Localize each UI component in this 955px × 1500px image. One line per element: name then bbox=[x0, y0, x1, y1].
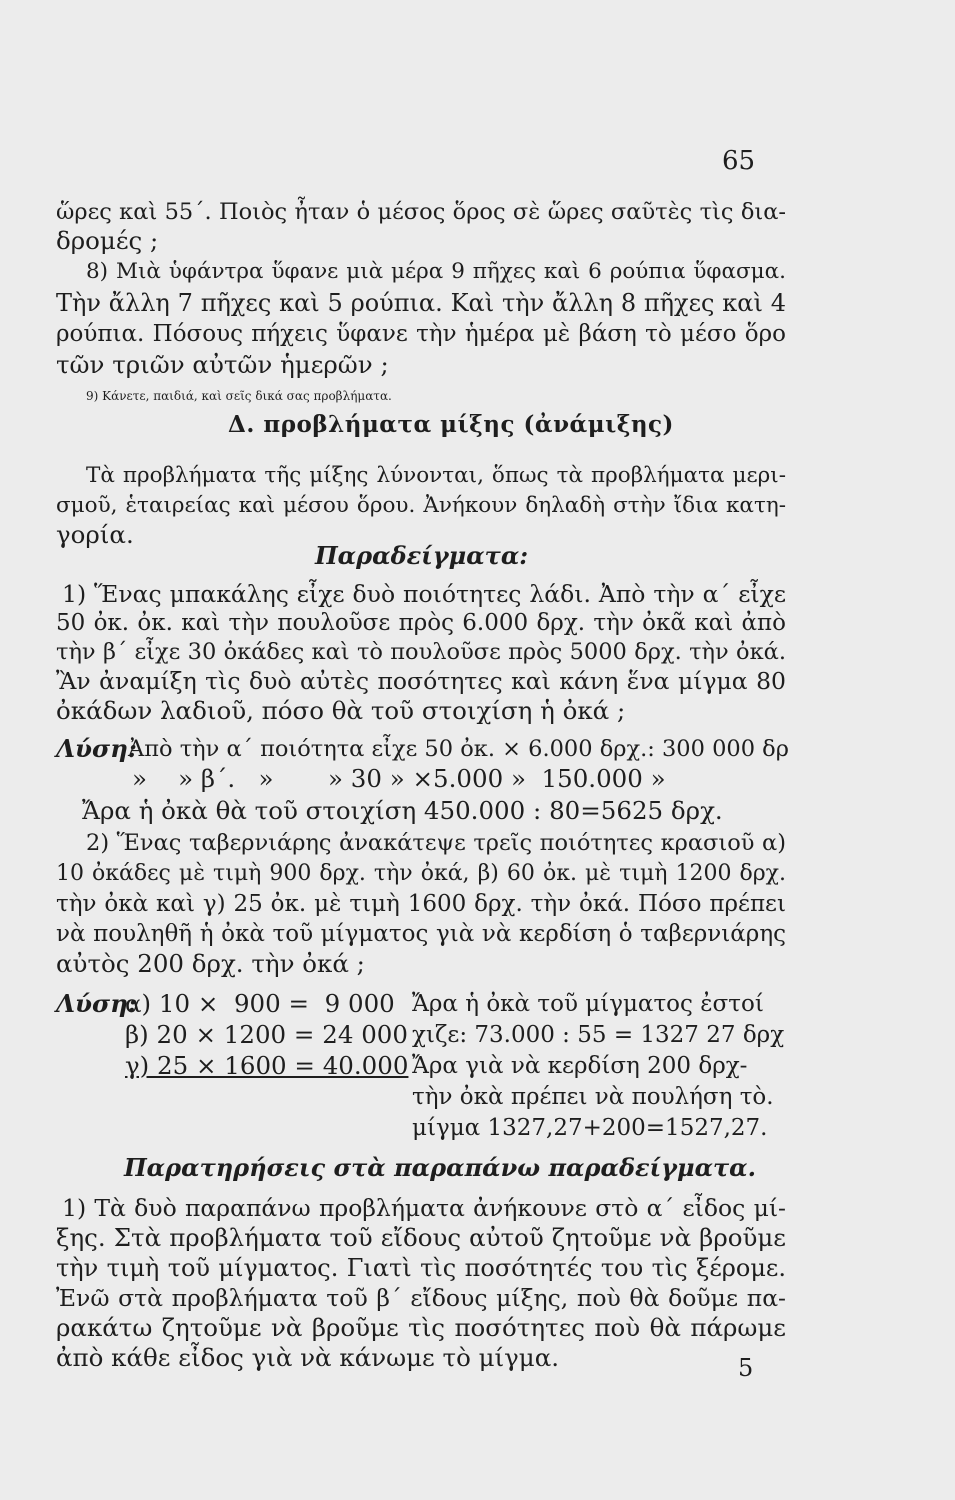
text-line: ρακάτω ζητοῦμε νὰ βροῦμε τὶς ποσότητες ποὺ θὰ πάρωμε bbox=[56, 1313, 786, 1342]
signature-mark: 5 bbox=[738, 1354, 754, 1382]
text-line: 1) Ἕνας μπακάλης εἶχε δυὸ ποιότητες λάδι. Ἀπὸ τὴν α΄ εἶχε bbox=[62, 580, 786, 608]
text-line: τὴν τιμὴ τοῦ μίγματος. Γιατὶ τὶς ποσότητές του τὶς ξέρομε. bbox=[56, 1254, 786, 1282]
solution-line: Ἄρα ἡ ὀκὰ θὰ τοῦ στοιχίση 450.000 : 80=5625 δρχ. bbox=[82, 796, 723, 825]
text-line: Ἂν ἀναμίξη τὶς δυὸ αὐτὲς ποσότητες καὶ κάνη ἕνα μίγμα 80 bbox=[56, 667, 786, 695]
text-line: αὐτὸς 200 δρχ. τὴν ὀκά ; bbox=[56, 949, 365, 978]
text-line: 10 ὀκάδες μὲ τιμὴ 900 δρχ. τὴν ὀκά, β) 60 ὀκ. μὲ τιμὴ 1200 δρχ. bbox=[56, 861, 786, 886]
solution-text-line: Ἄρα ἡ ὀκὰ τοῦ μίγματος ἐστοί bbox=[412, 991, 764, 1017]
solution-label-text: Λύση: bbox=[56, 989, 137, 1018]
solution-label-text: Λύση: bbox=[56, 734, 137, 763]
text-line: τὴν β΄ εἶχε 30 ὀκάδες καὶ τὸ πουλοῦσε πρὸς 5000 δρχ. τὴν ὀκά. bbox=[56, 639, 786, 665]
text-line: ρούπια. Πόσους πήχεις ὕφανε τὴν ἡμέρα μὲ βάση τὸ μέσο ὅρο bbox=[56, 321, 786, 347]
section-heading: Δ. προβλήματα μίξης (ἀνάμιξης) bbox=[228, 411, 674, 438]
text-line: 9) Κάνετε, παιδιά, καὶ σεῖς δικά σας προβλήματα. bbox=[86, 389, 392, 403]
text-line: νὰ πουληθῆ ἡ ὀκὰ τοῦ μίγματος γιὰ νὰ κερδίση ὁ ταβερνιάρης bbox=[56, 921, 786, 947]
text-line: 1) Τὰ δυὸ παραπάνω προβλήματα ἀνήκουνε στὸ α΄ εἶδος μί- bbox=[62, 1194, 786, 1222]
solution-line: » » β΄. » » 30 » ×5.000 » 150.000 » bbox=[132, 764, 666, 793]
text-line: ὥρες καὶ 55΄. Ποιὸς ἦταν ὁ μέσος ὅρος σὲ ὥρες σαῦτὲς τὶς δια- bbox=[56, 199, 786, 225]
text-line: σμοῦ, ἑταιρείας καὶ μέσου ὅρου. Ἀνήκουν δηλαδὴ στὴν ἴδια κατη- bbox=[56, 493, 786, 518]
solution-calc-line: γ) 25 × 1600 = 40.000 bbox=[125, 1051, 409, 1080]
solution-text-line: χιζε: 73.000 : 55 = 1327 27 δρχ bbox=[412, 1022, 785, 1048]
text-line: 50 ὀκ. ὀκ. καὶ τὴν πουλοῦσε πρὸς 6.000 δρχ. τὴν ὀκᾶ καὶ ἀπὸ bbox=[56, 610, 786, 636]
solution-calc-line: β) 20 × 1200 = 24 000 bbox=[125, 1020, 408, 1049]
solution-line: Ἀπὸ τὴν α΄ ποιότητα εἶχε 50 ὀκ. × 6.000 δρχ.: 300 000 δρ bbox=[128, 736, 789, 762]
text-line: 2) Ἕνας ταβερνιάρης ἀνακάτεψε τρεῖς ποιότητες κρασιοῦ α) bbox=[86, 830, 786, 856]
text-line: γορία. bbox=[56, 520, 134, 549]
text-line: ἀπὸ κάθε εἶδος γιὰ νὰ κάνωμε τὸ μίγμα. bbox=[56, 1343, 560, 1372]
text-line: Τὴν ἄλλη 7 πῆχες καὶ 5 ρούπια. Καὶ τὴν ἄλλη 8 πῆχες καὶ 4 bbox=[56, 289, 786, 317]
examples-title: Παραδείγματα: bbox=[315, 541, 529, 570]
solution-label bbox=[56, 733, 137, 765]
text-line: Τὰ προβλήματα τῆς μίξης λύνονται, ὅπως τὰ προβλήματα μερι- bbox=[86, 463, 786, 488]
text-line: 8) Μιὰ ὑφάντρα ὕφανε μιὰ μέρα 9 πῆχες καὶ 6 ρούπια ὕφασμα. bbox=[86, 259, 786, 284]
text-line: τῶν τριῶν αὐτῶν ἡμερῶν ; bbox=[56, 350, 389, 379]
solution-text-line: τὴν ὀκὰ πρέπει νὰ πουλήση τὸ. bbox=[412, 1084, 774, 1110]
solution-calc-line: α) 10 × 900 = 9 000 bbox=[125, 989, 395, 1018]
solution-text-line: Ἄρα γιὰ νὰ κερδίση 200 δρχ- bbox=[412, 1053, 748, 1079]
remarks-title: Παρατηρήσεις στὰ παραπάνω παραδείγματα. bbox=[124, 1153, 757, 1182]
text-line: ξης. Στὰ προβλήματα τοῦ εἴδους αὐτοῦ ζητοῦμε νὰ βροῦμε bbox=[56, 1223, 786, 1252]
text-line: δρομές ; bbox=[56, 226, 159, 255]
page-number: 65 bbox=[722, 146, 756, 176]
text-line: Ἐνῶ στὰ προβλήματα τοῦ β΄ εἴδους μίξης, ποὺ θὰ δοῦμε πα- bbox=[56, 1284, 786, 1312]
text-line: τὴν ὀκὰ καὶ γ) 25 ὀκ. μὲ τιμὴ 1600 δρχ. τὴν ὀκά. Πόσο πρέπει bbox=[56, 891, 786, 917]
text-line: ὀκάδων λαδιοῦ, πόσο θὰ τοῦ στοιχίση ἡ ὀκά ; bbox=[56, 696, 626, 725]
solution-text-line: μίγμα 1327,27+200=1527,27. bbox=[412, 1115, 768, 1141]
